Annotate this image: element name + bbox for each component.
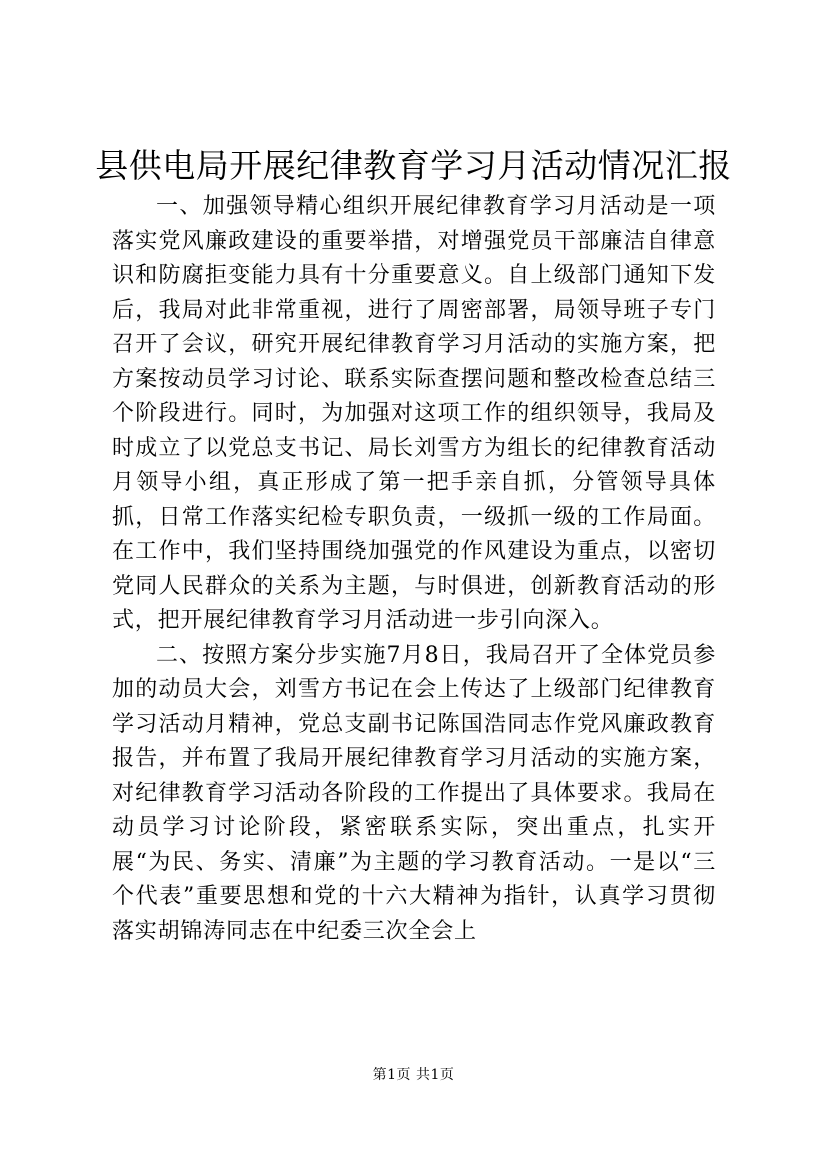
paragraph-2: 二、按照方案分步实施7月8日，我局召开了全体党员参加的动员大会，刘雪方书记在会上传达了上级部门纪律教育学习活动月精神，党总支副书记陈国浩同志作党风廉政教育报告，并布置了我局开展纪律教育学习月活动的实施方案，对纪律教育学习活动各阶段的工作提出了具体要求。我局在动员学习讨论阶段，紧密联系实际，突出重点，扎实开展“为民、务实、清廉”为主题的学习教育活动。一是以“三个代表”重要思想和党的十六大精神为指针，认真学习贯彻落实胡锦涛同志在中纪委三次全会上 bbox=[112, 642, 716, 944]
paragraph-1: 一、加强领导精心组织开展纪律教育学习月活动是一项落实党风廉政建设的重要举措，对增强党员干部廉洁自律意识和防腐拒变能力具有十分重要意义。自上级部门通知下发后，我局对此非常重视，进行了周密部署，局领导班子专门召开了会议，研究开展纪律教育学习月活动的实施方案，把方案按动员学习讨论、联系实际查摆问题和整改检查总结三个阶段进行。同时，为加强对这项工作的组织领导，我局及时成立了以党总支书记、局长刘雪方为组长的纪律教育活动月领导小组，真正形成了第一把手亲自抓，分管领导具体抓，日常工作落实纪检专职负责，一级抓一级的工作局面。在工作中，我们坚持围绕加强党的作风建设为重点，以密切党同人民群众的关系为主题，与时俱进，创新教育活动的形式，把开展纪律教育学习月活动进一步引向深入。 bbox=[112, 194, 716, 633]
page-footer: 第1页 共1页 bbox=[372, 1067, 455, 1083]
document-body bbox=[112, 190, 716, 949]
document-title: 县供电局开展纪律教育学习月活动情况汇报 bbox=[95, 146, 732, 185]
